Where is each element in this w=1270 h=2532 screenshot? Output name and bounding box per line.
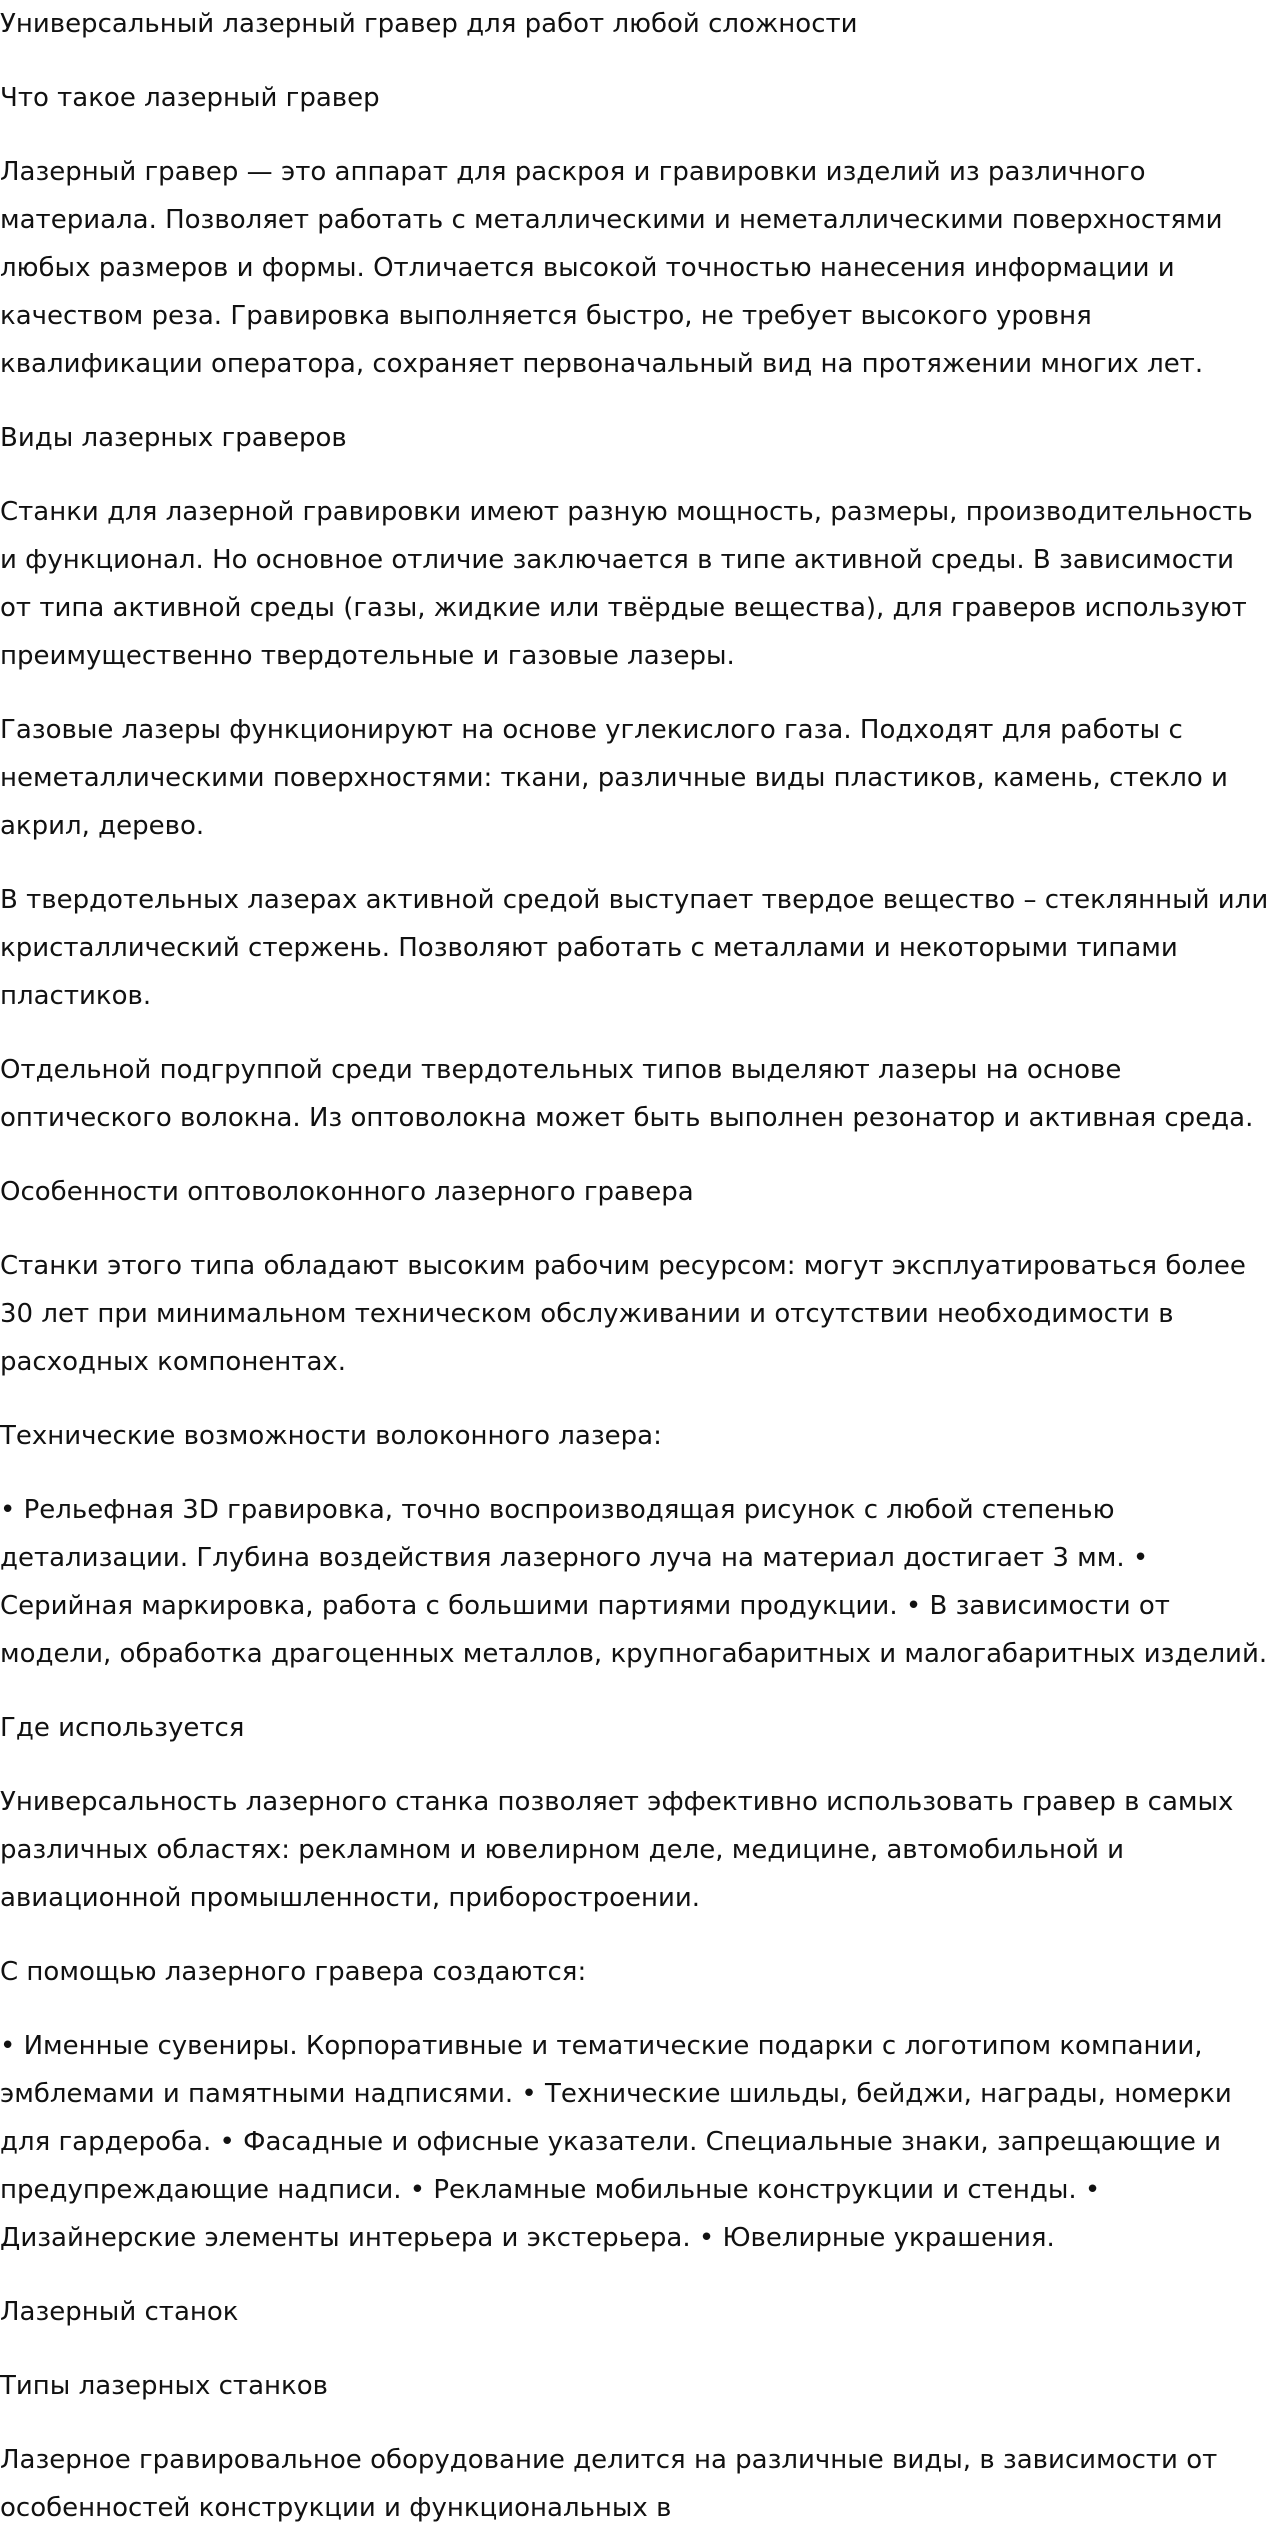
section-heading: Что такое лазерный гравер — [0, 83, 380, 113]
section-heading: Особенности оптоволоконного лазерного гравера — [0, 1177, 694, 1207]
bullet-list-paragraph: • Именные сувениры. Корпоративные и тематические подарки с логотипом компании, эмблемами и памятными надписями. • Технические шильды, бейджи, награды, номерки для гардероба. • Фасадные и офисные указатели. Специальные знаки, запрещающие и предупреждающие надписи. • Рекламные мобильные конструкции и стенды. • Дизайнерские элементы интерьера и экстерьера. • Ювелирные украшения. — [0, 2031, 1232, 2253]
section-heading: Где используется — [0, 1713, 245, 1743]
paragraph: Отдельной подгруппой среди твердотельных типов выделяют лазеры на основе оптического волокна. Из оптоволокна может быть выполнен резонатор и активная среда. — [0, 1055, 1254, 1133]
subheading: С помощью лазерного гравера создаются: — [0, 1957, 587, 1987]
paragraph: В твердотельных лазерах активной средой выступает твердое вещество – стеклянный или кристаллический стержень. Позволяют работать с металлами и некоторыми типами пластиков. — [0, 885, 1269, 1011]
page-title: Универсальный лазерный гравер для работ любой сложности — [0, 9, 858, 39]
paragraph: Газовые лазеры функционируют на основе углекислого газа. Подходят для работы с неметаллическими поверхностями: ткани, различные виды пластиков, камень, стекло и акрил, дерево. — [0, 715, 1228, 841]
paragraph: Лазерное гравировальное оборудование делится на различные виды, в зависимости от особенностей конструкции и функциональных в — [0, 2445, 1218, 2523]
paragraph: Станки этого типа обладают высоким рабочим ресурсом: могут эксплуатироваться более 30 лет при минимальном техническом обслуживании и отсутствии необходимости в расходных компонентах. — [0, 1251, 1246, 1377]
bullet-list-paragraph: • Рельефная 3D гравировка, точно воспроизводящая рисунок с любой степенью детализации. Глубина воздействия лазерного луча на материал достигает 3 мм. • Серийная маркировка, работа с большими партиями продукции. • В зависимости от модели, обработка драгоценных металлов, крупногабаритных и малогабаритных изделий. — [0, 1495, 1268, 1669]
section-heading: Типы лазерных станков — [0, 2371, 328, 2401]
paragraph: Лазерный гравер — это аппарат для раскроя и гравировки изделий из различного материала. Позволяет работать с металлическими и неметаллическими поверхностями любых размеров и формы. Отличается высокой точностью нанесения информации и качеством реза. Гравировка выполняется быстро, не требует высокого уровня квалификации оператора, сохраняет первоначальный вид на протяжении многих лет. — [0, 157, 1223, 379]
paragraph: Станки для лазерной гравировки имеют разную мощность, размеры, производительность и функционал. Но основное отличие заключается в типе активной среды. В зависимости от типа активной среды (газы, жидкие или твёрдые вещества), для граверов используют преимущественно твердотельные и газовые лазеры. — [0, 497, 1253, 671]
section-heading: Виды лазерных граверов — [0, 423, 347, 453]
section-heading: Лазерный станок — [0, 2297, 239, 2327]
subheading: Технические возможности волоконного лазера: — [0, 1421, 662, 1451]
paragraph: Универсальность лазерного станка позволяет эффективно использовать гравер в самых различных областях: рекламном и ювелирном деле, медицине, автомобильной и авиационной промышленности, приборостроении. — [0, 1787, 1234, 1913]
